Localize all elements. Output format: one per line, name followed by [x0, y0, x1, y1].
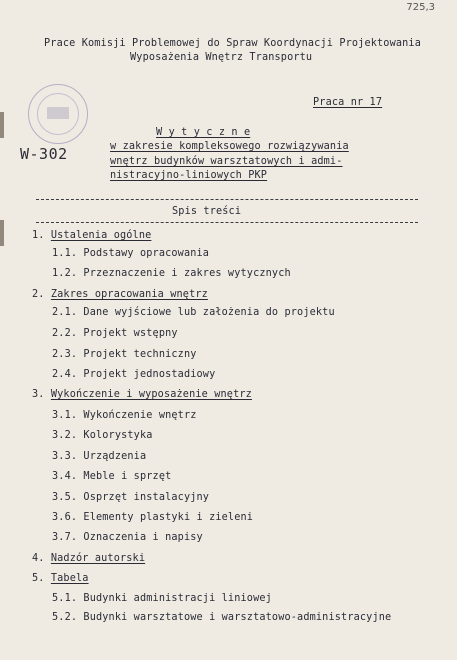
binder-mark [0, 112, 4, 138]
stamp-seal [28, 84, 88, 144]
toc-subsection: 5.1. Budynki administracji liniowej [52, 593, 272, 604]
toc-section: 1. Ustalenia ogólne [32, 230, 152, 241]
toc-subsection: 3.3. Urządzenia [52, 451, 147, 462]
toc-subsection: 3.6. Elementy plastyki i zieleni [52, 512, 254, 523]
toc-subsection: 3.4. Meble i sprzęt [52, 471, 172, 482]
toc-subsection: 2.3. Projekt techniczny [52, 349, 197, 360]
title-line-2: w zakresie kompleksowego rozwiązywania [110, 141, 349, 152]
toc-subsection: 3.1. Wykończenie wnętrz [52, 410, 197, 421]
toc-subsection: 2.2. Projekt wstępny [52, 328, 178, 339]
divider [36, 222, 418, 223]
toc-subsection: 2.1. Dane wyjściowe lub założenia do projektu [52, 307, 335, 318]
title-line-3: wnętrz budynków warsztatowych i admi- [110, 156, 343, 167]
toc-subsection: 3.7. Oznaczenia i napisy [52, 532, 203, 543]
praca-number: Praca nr 17 [313, 97, 383, 108]
handwritten-ref: 725,3 [406, 2, 435, 13]
header-line-1: Prace Komisji Problemowej do Spraw Koordynacji Projektowania [44, 38, 422, 49]
toc-section: 3. Wykończenie i wyposażenie wnętrz [32, 389, 252, 400]
binder-mark [0, 220, 4, 246]
toc-section: 5. Tabela [32, 573, 89, 584]
toc-subsection: 3.5. Osprzęt instalacyjny [52, 492, 210, 503]
toc-subsection: 2.4. Projekt jednostadiowy [52, 369, 216, 380]
toc-subsection: 1.1. Podstawy opracowania [52, 248, 210, 259]
toc-subsection: 1.2. Przeznaczenie i zakres wytycznych [52, 268, 291, 279]
toc-section: 2. Zakres opracowania wnętrz [32, 289, 208, 300]
toc-subsection: 3.2. Kolorystyka [52, 430, 153, 441]
toc-subsection: 5.2. Budynki warsztatowe i warsztatowo-administracyjne [52, 612, 392, 623]
toc-heading: Spis treści [172, 206, 242, 217]
divider [36, 199, 418, 200]
title-line-4: nistracyjno-liniowych PKP [110, 170, 268, 181]
toc-section: 4. Nadzór autorski [32, 553, 146, 564]
header-line-2: Wyposażenia Wnętrz Transportu [130, 52, 313, 63]
title-line-1: W y t y c z n e [156, 127, 251, 138]
document-code: W-302 [20, 145, 68, 163]
